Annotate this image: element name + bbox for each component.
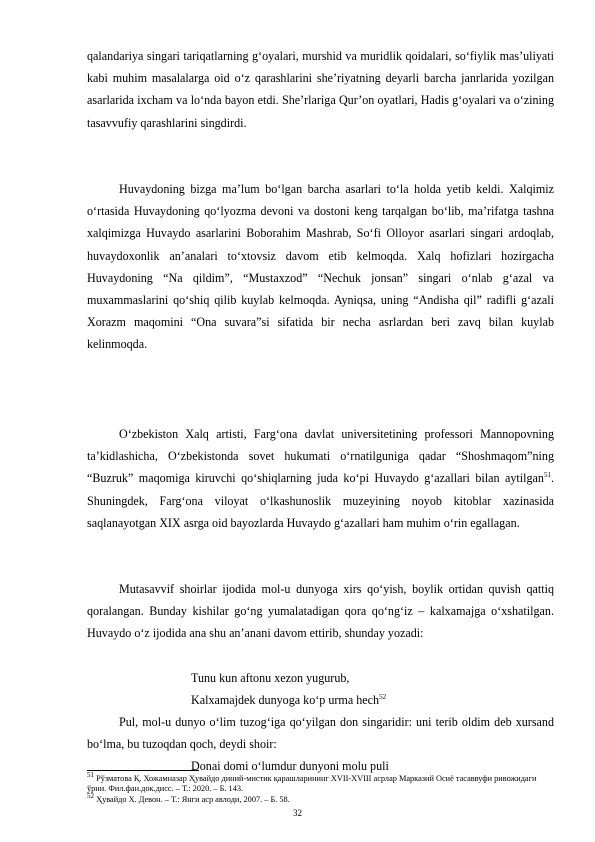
paragraph-3-text-b: . Shuningdek, Farg‘ona viloyat o‘lkashunoslik muzeyining noyob kitoblar xazinasida saqlanayotgan XIX asrga oid bayozlarda Huvaydo g‘azallari ham muhim o‘rin egallagan.: [87, 471, 554, 530]
footnote-52-number: 52: [87, 792, 94, 801]
footnote-51-text: Рўзматова Қ. Хожамназар Ҳувайдо диний-мистик қарашларининг XVII-XVIII асрлар Марказий Осиё тасаввуфи ривожидаги ўрни. Фил.фан.док.дисс. – Т.: 2020. – Б. 143.: [87, 774, 537, 794]
verse-line-2: [191, 689, 386, 711]
verse-line-1: Tunu kun aftonu xezon yugurub,: [191, 671, 350, 685]
footnote-ref-52: 52: [379, 692, 387, 701]
footnote-52: [87, 792, 554, 805]
paragraph-2: Huvaydoning bizga ma’lum bo‘lgan barcha asarlari to‘la holda yetib keldi. Xalqimiz o‘rtasida Huvaydoning qo‘lyozma devoni va dostoni keng tarqalgan bo‘lib, ma’rifatga tashna xalqimizga Huvaydo asarlarini Boborahim Mashrab, So‘fi Olloyor asarlari singari ardoqlab, huvaydoxonlik an’analari to‘xtovsiz davom etib kelmoqda. Xalq hofizlari hozirgacha Huvaydoning “Na qildim”, “Mustaxzod” “Nechuk jonsan” singari o‘nlab g‘azal va muxammaslarini qo‘shiq qilib kuylab kelmoqda. Ayniqsa, uning “Andisha qil” radifli g‘azali Xorazm maqomini “Ona suvara”si sifatida bir necha asrlardan beri zavq bilan kuylab kelinmoqda.: [87, 182, 554, 352]
paragraph-1: qalandariya singari tariqatlarning g‘oyalari, murshid va muridlik qoidalari, so‘fiylik mas’uliyati kabi muhim masalalarga oid o‘z qarashlarini she’riyatning deyarli barcha janrlarida yozilgan asarlarida ixcham va lo‘nda bayon etdi. She’rlariga Qur’on oyatlari, Hadis g‘oyalari va o‘zining tasavvufiy qarashlarini singdirdi.: [87, 49, 554, 130]
paragraph-4: Mutasavvif shoirlar ijodida mol-u dunyoga xirs qo‘yish, boylik ortidan quvish qattiq qoralangan. Bunday kishilar go‘ng yumalatadigan qora qo‘ng‘iz – kalxamajga o‘xshatilgan. Huvaydo o‘z ijodida ana shu an’anani davom ettirib, shunday yozadi:: [87, 582, 554, 641]
paragraph-5: Pul, mol-u dunyo o‘lim tuzog‘iga qo‘yilgan don singaridir: uni terib oldim deb xursand bo‘lma, bu tuzoqdan qoch, deydi shoir:: [87, 715, 554, 752]
footnote-ref-51: 51: [543, 471, 551, 480]
paragraph-3-text-a: O‘zbekiston Xalq artisti, Farg‘ona davlat universitetining professori Mannopovning ta’kidlashicha, O‘zbekistonda sovet hukumati o‘rnatilguniga qadar “Shoshmaqom”ning “Buzruk” maqomiga kiruvchi qo‘shiqlarning juda ko‘pi Huvaydo g‘azallari bilan aytilgan: [87, 427, 554, 486]
page-number: 32: [293, 808, 302, 818]
footnote-divider: [87, 770, 199, 771]
paragraph-3: [87, 423, 554, 534]
verse-line-3: Donai domi o‘lumdur dunyoni molu puli: [191, 759, 389, 773]
footnote-52-text: Ҳувайдо Х. Девон. – Т.: Янги аср авлоди, 2007. – Б. 58.: [96, 795, 290, 804]
footnote-51: [87, 771, 554, 794]
footnote-51-number: 51: [87, 771, 94, 780]
verse-line-2-text: Kalxamajdek dunyoga ko‘p urma hech: [191, 693, 380, 707]
